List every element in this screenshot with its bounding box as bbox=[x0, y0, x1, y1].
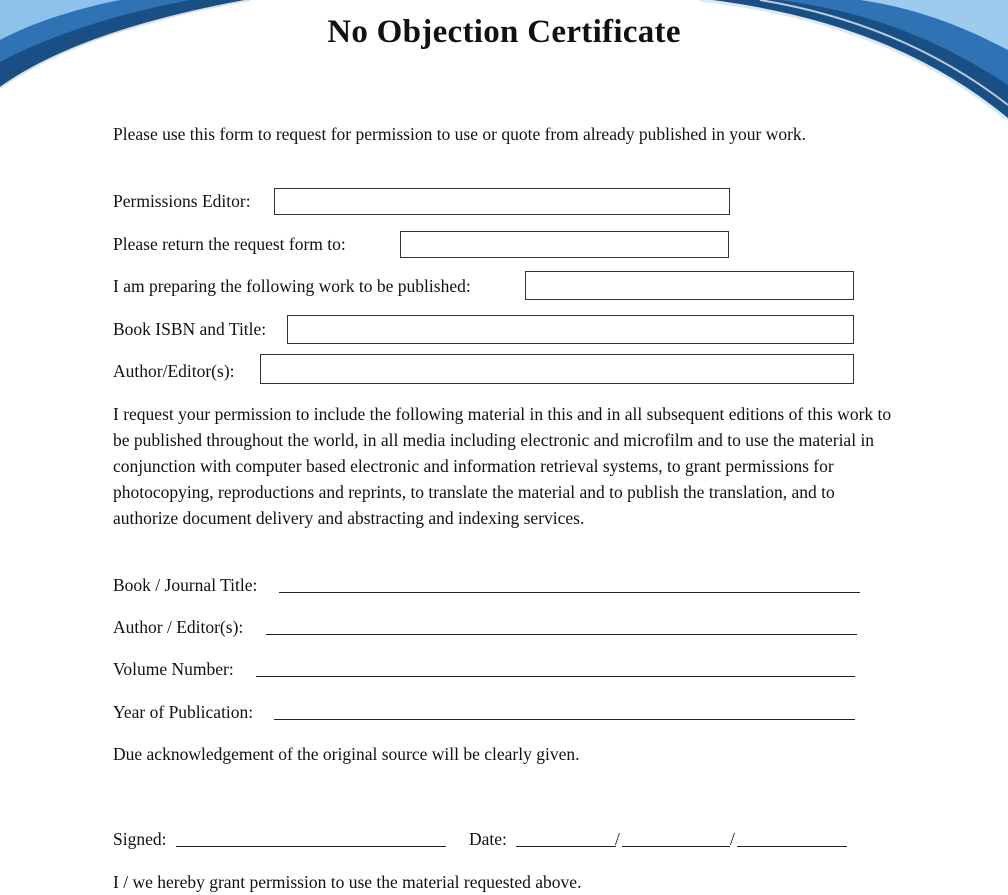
grant-permission-text: I / we hereby grant permission to use the material requested above. bbox=[113, 872, 582, 892]
return-to-field[interactable] bbox=[400, 231, 729, 258]
isbn-title-field[interactable] bbox=[287, 315, 854, 344]
request-paragraph: I request your permission to include the following material in this and in all subsequent editions of this work to be published throughout the world, in all media including electronic and microfilm and to use the material in conjunction with computer based electronic and information retrieval systems, to grant permissions for photocopying, reproductions and reprints, to translate the material and to publish the translation, and to authorize document delivery and abstracting and indexing services. bbox=[113, 404, 892, 528]
signed-label: Signed: bbox=[113, 829, 167, 849]
journal-title-line[interactable] bbox=[279, 592, 860, 593]
author-editor-label: Author/Editor(s): bbox=[113, 361, 235, 381]
date-year-line[interactable] bbox=[737, 846, 847, 847]
date-label: Date: bbox=[469, 829, 507, 849]
date-separator-1: / bbox=[615, 829, 620, 849]
return-to-label: Please return the request form to: bbox=[113, 234, 346, 254]
intro-text: Please use this form to request for permission to use or quote from already published in your work. bbox=[113, 124, 807, 144]
author-editor-field[interactable] bbox=[260, 354, 854, 384]
journal-title-label: Book / Journal Title: bbox=[113, 575, 258, 595]
material-author-label: Author / Editor(s): bbox=[113, 617, 244, 637]
permissions-editor-field[interactable] bbox=[274, 188, 730, 215]
permissions-editor-label: Permissions Editor: bbox=[113, 191, 251, 211]
date-day-line[interactable] bbox=[516, 846, 616, 847]
date-month-line[interactable] bbox=[622, 846, 730, 847]
volume-number-label: Volume Number: bbox=[113, 659, 234, 679]
year-line[interactable] bbox=[274, 719, 855, 720]
date-separator-2: / bbox=[730, 829, 735, 849]
acknowledgement-text: Due acknowledgement of the original source will be clearly given. bbox=[113, 744, 580, 764]
isbn-title-label: Book ISBN and Title: bbox=[113, 319, 267, 339]
year-label: Year of Publication: bbox=[113, 702, 254, 722]
work-label: I am preparing the following work to be published: bbox=[113, 276, 471, 296]
page-title: No Objection Certificate bbox=[327, 14, 681, 50]
material-author-line[interactable] bbox=[266, 634, 857, 635]
volume-number-line[interactable] bbox=[256, 676, 855, 677]
signature-line[interactable] bbox=[176, 846, 446, 847]
work-field[interactable] bbox=[525, 271, 854, 300]
